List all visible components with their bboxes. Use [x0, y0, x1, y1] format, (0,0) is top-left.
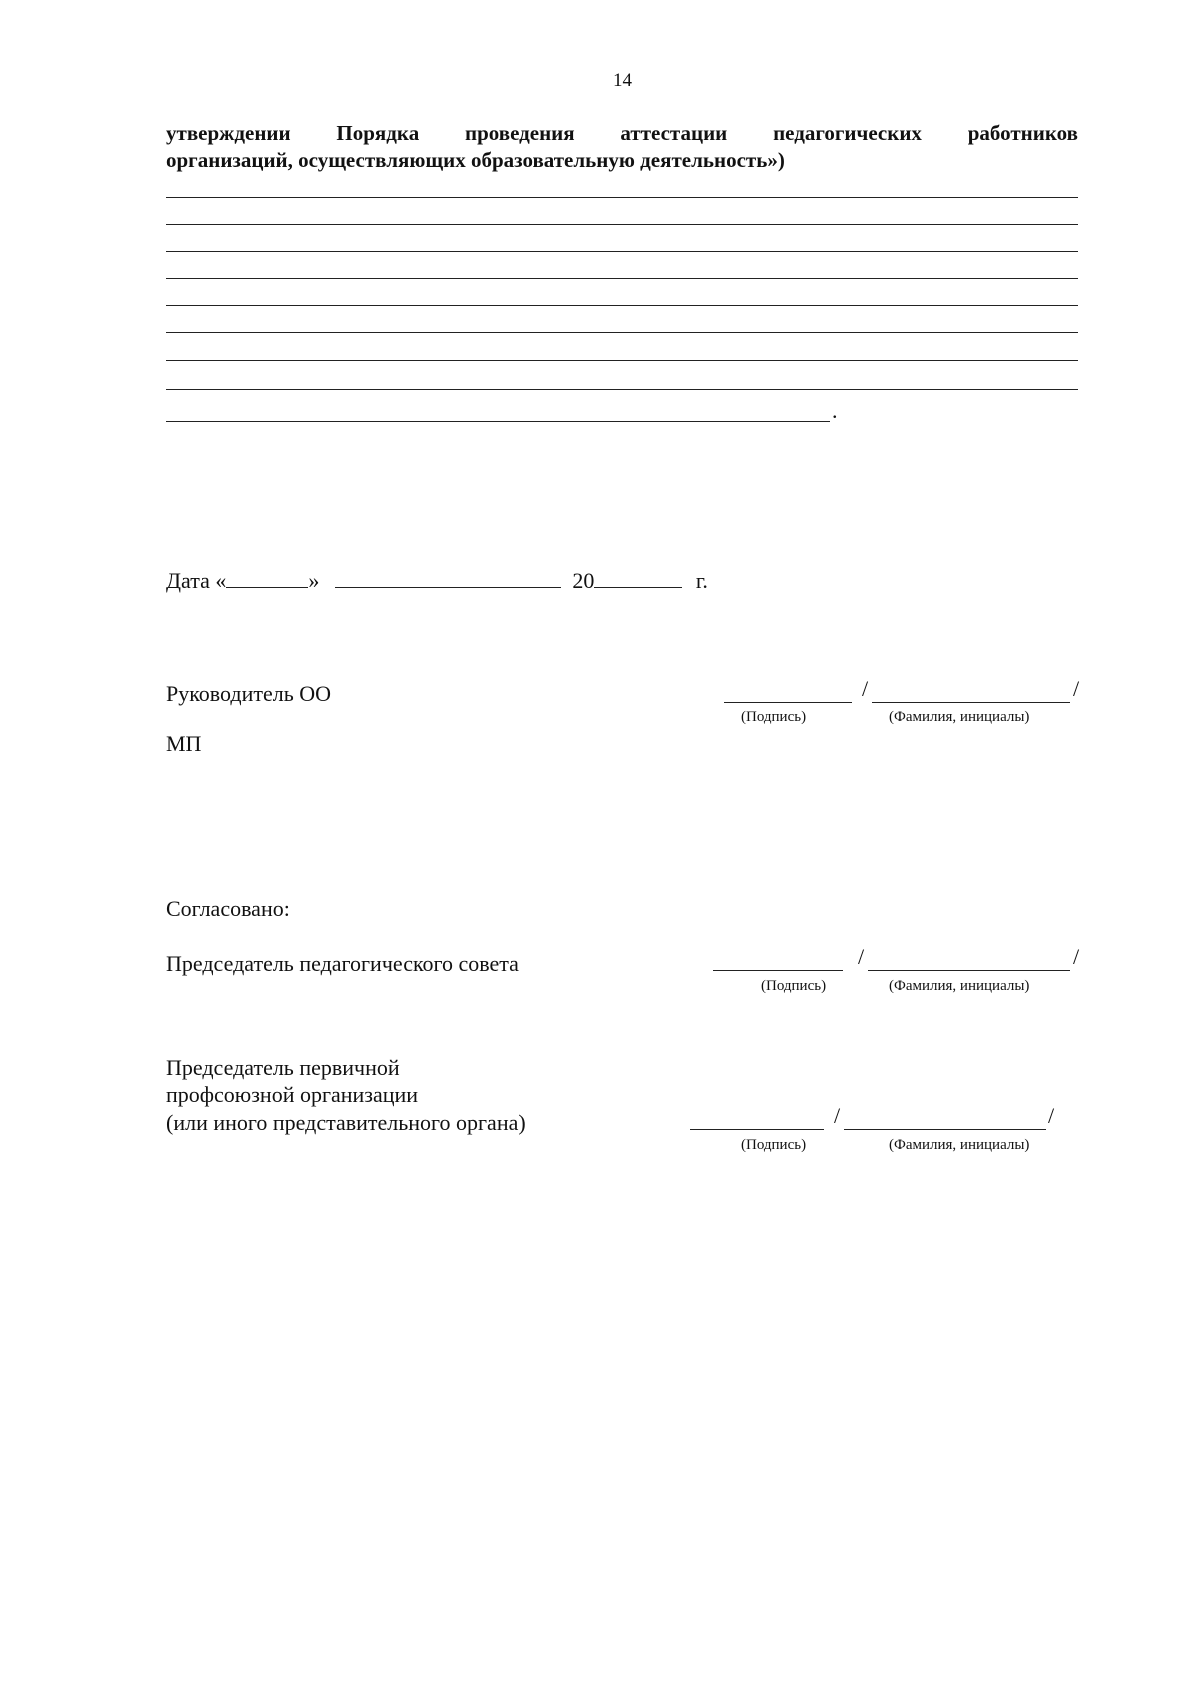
approved-label: Согласовано:: [166, 896, 290, 921]
date-row: [166, 568, 708, 594]
page-number: 14: [613, 70, 632, 91]
ped-council-signature-field[interactable]: [713, 970, 843, 971]
head-slash-end: /: [1073, 676, 1080, 701]
year-field[interactable]: [594, 569, 682, 588]
date-close-quote: »: [308, 568, 320, 593]
document-heading: [166, 120, 1078, 174]
year-prefix: 20: [572, 568, 595, 593]
union-name-caption: (Фамилия, инициалы): [889, 1137, 1030, 1153]
day-field[interactable]: [226, 569, 308, 588]
fill-in-line[interactable]: [166, 251, 1078, 252]
date-label: Дата «: [166, 568, 227, 593]
fill-in-line[interactable]: [166, 389, 1078, 390]
ped-council-title: Председатель педагогического совета: [166, 951, 519, 976]
fill-in-line[interactable]: [166, 360, 1078, 361]
closing-period: .: [832, 398, 838, 423]
stamp-label: МП: [166, 731, 202, 756]
union-title-line-2: профсоюзной организации: [166, 1082, 419, 1107]
year-suffix: г.: [695, 568, 708, 593]
union-signature-caption: (Подпись): [741, 1137, 807, 1153]
head-of-org-title: Руководитель ОО: [166, 681, 332, 706]
fill-in-line[interactable]: [166, 278, 1078, 279]
fill-in-line[interactable]: [166, 224, 1078, 225]
ped-council-name-field[interactable]: [868, 970, 1070, 971]
month-field[interactable]: [335, 569, 561, 588]
ped-council-signature-caption: (Подпись): [761, 978, 827, 994]
ped-council-name-caption: (Фамилия, инициалы): [889, 978, 1030, 994]
head-name-caption: (Фамилия, инициалы): [889, 709, 1030, 725]
union-signature-field[interactable]: [690, 1129, 824, 1130]
union-title-line-1: Председатель первичной: [166, 1055, 400, 1080]
head-name-field[interactable]: [872, 702, 1070, 703]
union-slash-end: /: [1048, 1103, 1055, 1128]
fill-in-line[interactable]: [166, 197, 1078, 198]
ped-council-slash-end: /: [1073, 944, 1080, 969]
heading-line-1: утверждении Порядка проведения аттестации педагогических работников: [166, 121, 1078, 145]
ped-council-slash: /: [858, 944, 865, 969]
head-signature-caption: (Подпись): [741, 709, 807, 725]
head-signature-field[interactable]: [724, 702, 852, 703]
fill-in-line[interactable]: [166, 421, 830, 422]
fill-in-line[interactable]: [166, 305, 1078, 306]
union-name-field[interactable]: [844, 1129, 1046, 1130]
head-slash: /: [862, 676, 869, 701]
union-slash: /: [834, 1103, 841, 1128]
fill-in-line[interactable]: [166, 332, 1078, 333]
heading-line-2: организаций, осуществляющих образовательную деятельность»): [166, 148, 785, 172]
union-title-line-3: (или иного представительного органа): [166, 1110, 526, 1135]
